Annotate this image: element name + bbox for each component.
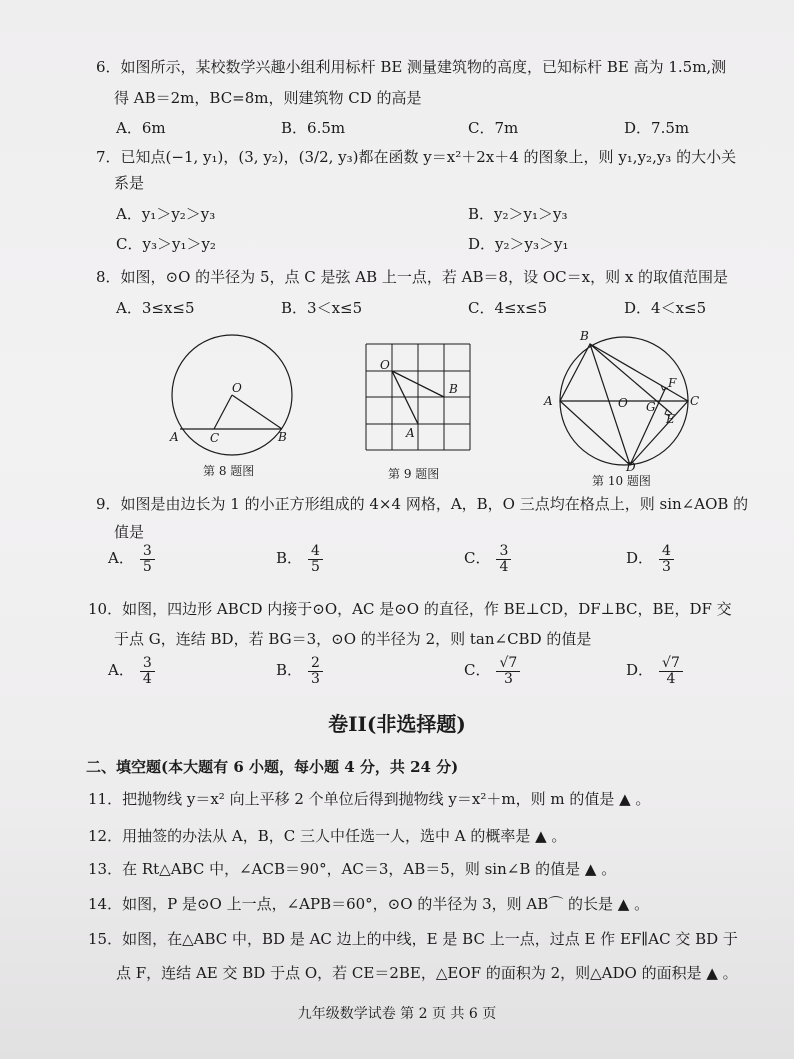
fig9-label-b: B [449, 382, 458, 396]
q7-option-b: B．y₂＞y₁＞y₃ [468, 205, 568, 223]
fig8-label-b: B [278, 430, 287, 444]
q8-option-d: D．4＜x≤5 [624, 299, 707, 317]
q10-line2: 于点 G，连结 BD，若 BG＝3，⊙O 的半径为 2，则 tan∠CBD 的值是 [114, 630, 592, 648]
q10-option-d: D． $\frac{√7}{4}$ [626, 656, 683, 686]
fig10-label-d: D [626, 460, 636, 473]
q13-text: 13．在 Rt△ABC 中，∠ACB＝90°，AC＝3，AB＝5，则 sin∠B 的值是 ▲ 。 [88, 860, 617, 878]
fig10-label-a: A [544, 394, 553, 408]
q15-line2: 点 F，连结 AE 交 BD 于点 O，若 CE＝2BE，△EOF 的面积为 2，则△ADO 的面积是 ▲ 。 [116, 964, 738, 982]
q11-text: 11．把抛物线 y＝x² 向上平移 2 个单位后得到抛物线 y＝x²＋m，则 m 的值是 ▲ 。 [88, 790, 651, 808]
fig9-label-a: A [406, 426, 415, 440]
fig10-label-b: B [580, 329, 589, 343]
q7-line2: 系是 [114, 174, 145, 192]
q6-option-c: C．7m [468, 119, 519, 137]
q6-option-d: D．7.5m [624, 119, 690, 137]
fig8-caption: 第 8 题图 [203, 464, 255, 478]
q9-option-d: D． $\frac{4}{3}$ [626, 544, 674, 574]
q10-option-a: A． $\frac{3}{4}$ [108, 656, 155, 686]
fig10-caption: 第 10 题图 [592, 474, 651, 488]
q15-line1: 15．如图，在△ABC 中，BD 是 AC 边上的中线，E 是 BC 上一点，过点 E 作 EF∥AC 交 BD 于 [88, 930, 738, 948]
fig10-label-f: F [668, 376, 677, 390]
section2-heading: 二、填空题(本大题有 6 小题，每小题 4 分，共 24 分) [86, 758, 459, 776]
q9-line1: 9．如图是由边长为 1 的小正方形组成的 4×4 网格，A，B，O 三点均在格点上，则 sin∠AOB 的 [96, 495, 749, 513]
q10-option-c: C． $\frac{√7}{3}$ [464, 656, 520, 686]
q14-text: 14．如图，P 是⊙O 上一点，∠APB＝60°，⊙O 的半径为 3，则 AB⌒ 的长是 ▲ 。 [88, 895, 650, 913]
q9-option-a: A． $\frac{3}{5}$ [108, 544, 155, 574]
figure-9 [360, 338, 480, 460]
q7-option-a: A．y₁＞y₂＞y₃ [116, 205, 216, 223]
q7-line1: 7．已知点(−1, y₁)，(3, y₂)，(3/2, y₃)都在函数 y＝x²＋2x＋4 的图象上，则 y₁,y₂,y₃ 的大小关 [96, 148, 737, 166]
q8-option-a: A．3≤x≤5 [116, 299, 195, 317]
fig8-label-c: C [210, 431, 220, 445]
q6-option-a: A．6m [116, 119, 166, 137]
q12-text: 12．用抽签的办法从 A，B，C 三人中任选一人，选中 A 的概率是 ▲ 。 [88, 827, 567, 845]
q8-option-c: C．4≤x≤5 [468, 299, 548, 317]
fig10-label-o: O [618, 396, 628, 410]
q6-option-b: B．6.5m [281, 119, 346, 137]
fig10-label-e: E [666, 412, 675, 426]
fig10-label-g: G [646, 400, 656, 414]
q8-line1: 8．如图，⊙O 的半径为 5，点 C 是弦 AB 上一点，若 AB＝8，设 OC＝x，则 x 的取值范围是 [96, 268, 729, 286]
fig8-label-o: O [232, 381, 242, 395]
q10-option-b: B． $\frac{2}{3}$ [276, 656, 323, 686]
q9-line2: 值是 [114, 523, 145, 541]
q10-line1: 10．如图，四边形 ABCD 内接于⊙O，AC 是⊙O 的直径，作 BE⊥CD，DF⊥BC，BE，DF 交 [88, 600, 732, 618]
fig10-label-c: C [690, 394, 700, 408]
fig8-label-a: A [170, 430, 179, 444]
fig9-label-o: O [380, 358, 390, 372]
page-footer: 九年级数学试卷 第 2 页 共 6 页 [297, 1006, 497, 1022]
q9-option-c: C． $\frac{3}{4}$ [464, 544, 511, 574]
q6-line1: 6．如图所示，某校数学兴趣小组利用标杆 BE 测量建筑物的高度，已知标杆 BE 高为 1.5m,测 [96, 58, 727, 76]
q7-option-d: D．y₂＞y₃＞y₁ [468, 235, 569, 253]
figure-8 [160, 325, 310, 465]
q9-option-b: B． $\frac{4}{5}$ [276, 544, 323, 574]
q7-option-c: C．y₃＞y₁＞y₂ [116, 235, 216, 253]
q8-option-b: B．3＜x≤5 [281, 299, 363, 317]
fig9-caption: 第 9 题图 [388, 467, 440, 481]
figure-10 [540, 325, 700, 473]
part2-title: 卷II(非选择题) [328, 712, 466, 736]
q6-line2: 得 AB＝2m，BC=8m，则建筑物 CD 的高是 [114, 89, 422, 107]
